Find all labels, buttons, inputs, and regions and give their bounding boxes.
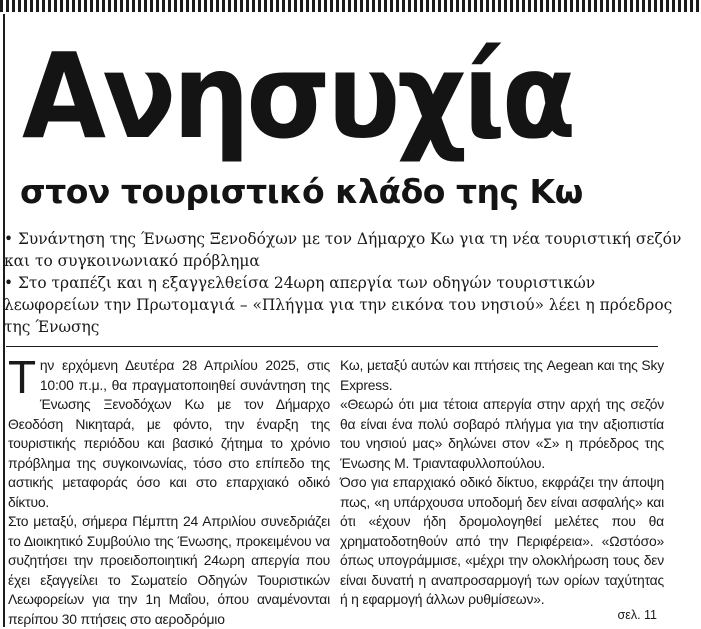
body-column-right [340,356,664,610]
page-reference: σελ. 11 [617,608,657,622]
subheadline: στον τουριστικό κλάδο της Κω [20,172,583,211]
body-paragraph: Στο μεταξύ, σήμερα Πέμπτη 24 Απριλίου συνεδριάζει το Διοικητικό Συμβούλιο της Ένωσης, προκειμένου να συζητήσει την προειδοποιητική 24ωρη απεργία που έχει εξαγγείλει το Σωματείο Οδηγών Τουριστικών Λεωφορείων για την 1η Μαΐου, όπου αναμένονται περίπου 30 πτήσεις στο αεροδρόμιο [8,513,330,627]
top-stripe-border [0,0,701,12]
body-column-left [8,351,330,629]
section-divider [6,346,658,347]
body-paragraph: Κω, μεταξύ αυτών και πτήσεις της Aegean και της Sky Express. [340,357,664,393]
paragraph-text: ην ερχόμενη Δευτέρα 28 Απριλίου 2025, στις 10:00 π.μ., θα πραγματοποιηθεί συνάντηση της Ένωσης Ξενοδόχων Κω με τον Δήμαρχο Θεοδόση Νικηταρά, με φόντο, την έναρξη της τουριστικής περιόδου και βασικό ζήτημα το χρόνιο πρόβλημα της συγκοινωνίας, τόσο στο επίπεδο της αστικής μεταφοράς όσο και στο επαρχιακό οδικό δίκτυο. [8,357,330,510]
summary-bullet: • Στο τραπέζι και η εξαγγελθείσα 24ωρη απεργία των οδηγών τουριστικών λεωφορείων την Πρωτομαγιά – «Πλήγμα για την εικόνα του νησιού» λέει η πρόεδρος της Ένωσης [4,274,673,336]
body-paragraph [8,351,330,512]
body-paragraph: Όσο για επαρχιακό οδικό δίκτυο, εκφράζει την άποψη πως, «η υπάρχουσα υποδομή δεν είναι ασφαλής» και ότι «έχουν ήδη δρομολογηθεί μελέτες που θα χρηματοδοτηθούν από την Περιφέρεια». «Ωστόσο» όπως υπογράμμισε, «μέχρι την ολοκλήρωση τους δεν είναι δυνατή η αναπροσαρμογή των ορίων ταχύτητας ή η εφαρμογή άλλων ρυθμίσεων». [340,474,664,607]
summary-bullets [4,228,694,338]
summary-bullet: • Συνάντηση της Ένωσης Ξενοδόχων με τον Δήμαρχο Κω για τη νέα τουριστική σεζόν και το συγκοινωνιακό πρόβλημα [4,230,682,270]
headline: Ανησυχία [22,27,573,165]
body-paragraph: «Θεωρώ ότι μια τέτοια απεργία στην αρχή της σεζόν θα είναι ένα πολύ σοβαρό πλήγμα για την αξιοπιστία του νησιού μας» δηλώνει στον «Σ» η πρόεδρος της Ένωσης Μ. Τριανταφυλλοπούλου. [340,396,664,471]
drop-cap: Τ [8,351,36,403]
